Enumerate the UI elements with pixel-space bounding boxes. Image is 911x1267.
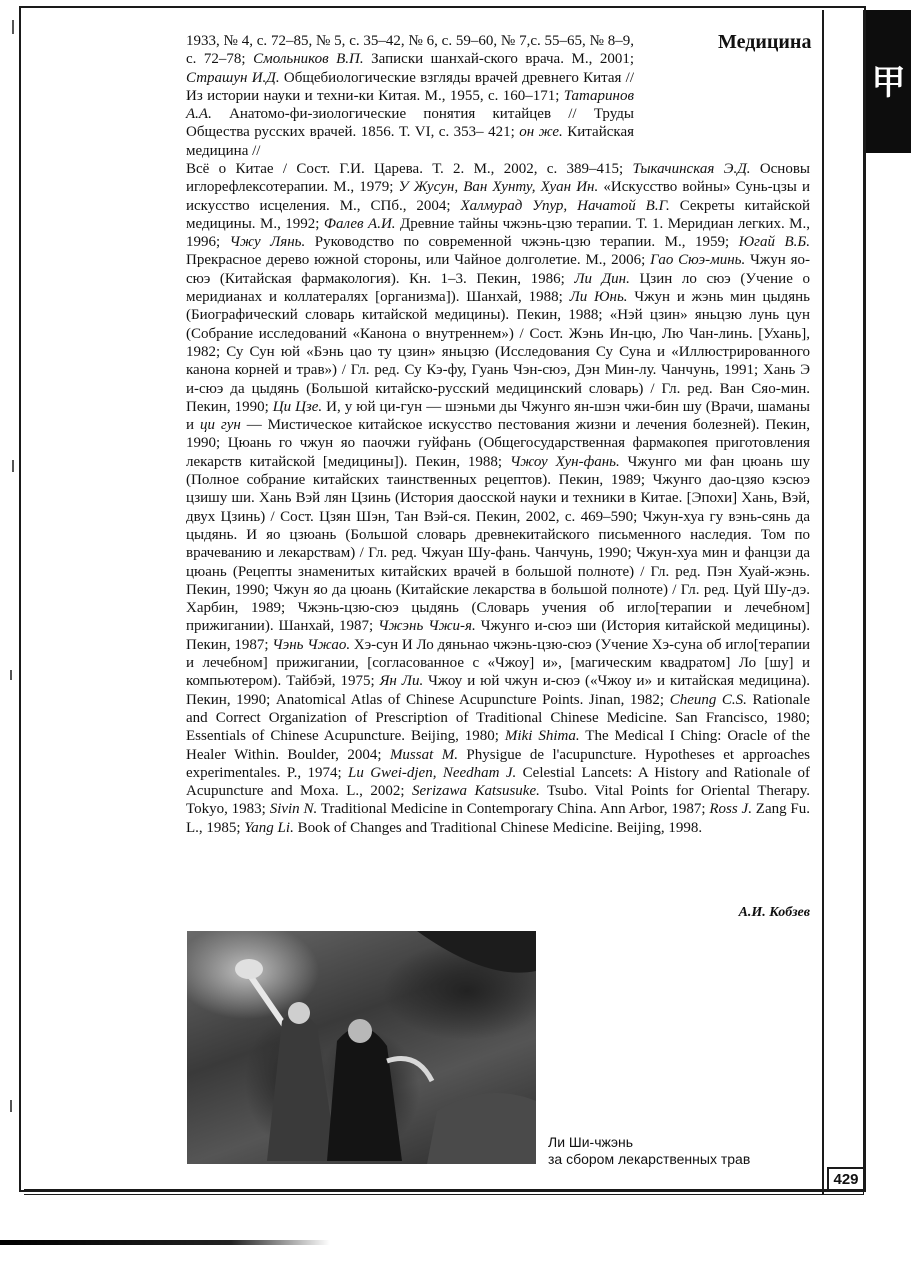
citation-text: Китайская медицина // xyxy=(186,124,634,159)
citation-text: Секреты китайской медицины. М., 1992; xyxy=(186,197,811,232)
cited-author: Ross J. xyxy=(709,801,752,818)
caption-line-1: Ли Ши-чжэнь xyxy=(548,1134,634,1150)
cited-author: Cheung C.S. xyxy=(669,691,747,708)
cited-author: Страшун И.Д. xyxy=(186,69,280,86)
cited-author: ци гун xyxy=(199,417,241,434)
bottom-rule xyxy=(24,1189,866,1192)
cited-author: Sivin N. xyxy=(269,801,318,818)
section-tab-glyph: 甲 xyxy=(871,63,906,103)
section-title: Медицина xyxy=(718,31,812,53)
cited-author: Чжэнь Чжи-я. xyxy=(378,618,476,635)
cited-author: Serizawa Katsusuke. xyxy=(412,783,540,800)
page-number: 429 xyxy=(827,1167,865,1192)
scan-speck xyxy=(12,460,14,472)
cited-author: Mussat M. xyxy=(389,746,458,763)
citation-text: Чжун и жэнь мин цыдянь (Биографический словарь китайской медицины). Пекин, 1988; «Нэй цзин» яньцзю лунь цун (Собрание исследований «Канона о внутреннем») / Сост. Жэнь Ин-цю, Лю Чан-линь. [Ухань], 1982; Су Сун юй «Бэнь цао ту цзин» яньцзю (Исследования Су Суна и «Иллюстрированного канона корней и трав») / Гл. ред. Су Кэ-фу, Гуань Чэн-сюэ, Дэн Мин-лу. Чанчунь, 1991; Хань Э и-сюэ да цыдянь (Большой китайско-русский медицинский словарь) / Гл. ред. Ван Сяо-мин. Пекин, 1990; xyxy=(186,289,810,415)
citation-text: Хэ-сун И Ло дяньнао чжэнь-цзю-сюэ (Учение Хэ-суна об игло[терапии и лечебном] прижигании, [согласованное с «Чжоу] и», [магическим квадратом] Ло [шу] и компьютером). Тайбэй, 1975; xyxy=(186,636,811,690)
citation-text: — Мистическое китайское искусство пестования жизни и лечения болезней). Пекин, 1990; Цюань го чжун яо паочжи гуйфань (Общегосударственная фармакопея приготовления лекарств китайской [медицины]). Пекин, 1988; xyxy=(186,417,811,470)
scan-artifact-line xyxy=(0,1240,330,1245)
cited-author: Ли Юнь. xyxy=(569,289,628,306)
cited-author: Yang Li. xyxy=(244,819,294,836)
citation-text: 1933, № 4, с. 72–85, № 5, с. 35–42, № 6, с. 59–60, № 7, xyxy=(186,33,531,49)
cited-author: Lu Gwei-djen, Needham J. xyxy=(348,764,517,781)
citation-text: Общебиологические взгляды врачей древнего Китая // Из истории науки и техни-ки Китая. М., 1955, с. 160–171; xyxy=(186,69,634,104)
cited-author: Ци Цзе. xyxy=(272,398,323,415)
citation-text: Rationale and Correct Organization of Prescription of Traditional Chinese Medicine. San Francisco, 1980; Essentials of Chinese Acupuncture. Beijing, 1980; xyxy=(186,691,810,745)
cited-author: Ян Ли. xyxy=(379,673,424,690)
citation-text: Цзин ло сюэ (Учение о меридианах и коллатералях [организма]). Шанхай, 1988; xyxy=(186,270,810,306)
cited-author: Фалев А.И. xyxy=(323,215,396,232)
illustration-caption xyxy=(548,1134,750,1168)
citation-text: Прекрасное дерево южной стороны, или Чайное долголетие. М., 2006; xyxy=(186,252,651,269)
citation-text: Древние тайны чжэнь-цзю терапии. Т. 1. Меридиан легких. М., 1996; xyxy=(186,215,810,251)
cited-author: Чжоу Хун-фань. xyxy=(509,453,620,470)
article-author: А.И. Кобзев xyxy=(738,905,810,920)
illustration-photo xyxy=(187,931,536,1164)
citation-text: Записки шанхай-ского врача. М., 2001; xyxy=(363,51,635,68)
citation-text: Чжоу и юй чжун и-сюэ («Чжоу и» и китайская медицина). Пекин, 1990; Anatomical Atlas of Chinese Acupuncture Points. Jinan, 1982; xyxy=(186,673,811,708)
citation-text: Celestial Lancets: A History and Rationale of Acupuncture and Moxa. L., 2002; xyxy=(186,764,811,800)
citation-text: Book of Changes and Traditional Chinese Medicine. Beijing, 1998. xyxy=(293,819,703,836)
cited-author: Татаринов А.А. xyxy=(186,87,634,123)
caption-line-2: за сбором лекарственных трав xyxy=(548,1151,751,1167)
citation-text: «Искусство войны» Сунь-цзы и искусство исцеления. М., СПб., 2004; xyxy=(186,179,811,214)
cited-author: Чжу Лянь. xyxy=(229,234,306,251)
cited-author: Халмурад Упур, Начатой В.Г. xyxy=(460,197,670,214)
citation-text: Всё о Китае / Сост. Г.И. Царева. Т. 2. М., 2002, с. 389–415; xyxy=(186,161,633,177)
cited-author: он же. xyxy=(519,124,563,141)
cited-author: Смольников В.П. xyxy=(253,51,364,68)
citation-text: Tsubo. Vital Points for Oriental Therapy. Tokyo, 1983; xyxy=(186,783,810,818)
scan-speck xyxy=(12,20,14,34)
margin-rule xyxy=(822,10,824,1195)
scan-speck xyxy=(10,1100,12,1112)
citation-text: Physigue de l'acupuncture. Hypotheses et approaches experimentales. P., 1974; xyxy=(186,746,810,781)
cited-author: Югай В.Б. xyxy=(738,234,810,251)
cited-author: Miki Shima. xyxy=(504,728,580,745)
citation-text: Traditional Medicine in Contemporary China. Ann Arbor, 1987; xyxy=(317,801,710,818)
cited-author: Ли Дин. xyxy=(574,270,630,287)
scan-speck xyxy=(10,670,12,680)
bibliography-main xyxy=(186,160,810,837)
citation-text: Основы иглорефлексотерапии. М., 1979; xyxy=(186,161,810,196)
cited-author: Чэнь Чжао. xyxy=(272,636,351,653)
illustration-drawing xyxy=(187,931,536,1164)
cited-author: Тыкачинская Э.Д. xyxy=(632,161,751,177)
citation-text: Чжунго и-сюэ ши (История китайской медицины). Пекин, 1987; xyxy=(186,618,810,653)
citation-text: Чжунго ми фан цюань шу (Полное собрание китайских таинственных рецептов). Пекин, 1989; Чжунго дао-цзяо кэсюэ цзишу ши. Хань Вэй лян Цзинь (История даосской науки и техники в Китае. [Эпохи] Хань, Вэй, двух Цзинь) / Сост. Цзян Шэн, Тан Вэй-ся. Пекин, 2002, с. 469–590; Чжун-хуа гу вэнь-сянь да цыдянь. И яо цзюань (Большой словарь древнекитайского письменного наследия. Том по врачеванию и лекарствам) / Гл. ред. Чжуан Шу-фань. Чанчунь, 1990; Чжун-хуа мин и фанцзи да цюань (Рецепты знаменитых китайских врачей в большой полноте) / Гл. ред. Пэн Хуай-жэнь. Пекин, 1990; Чжун яо да цюань (Китайские лекарства в большой полноте) / Гл. ред. Цуй Шу-дэ. Харбин, 1989; Чжэнь-цзю-сюэ цыдянь (Словарь учения об игло[терапии и лечебном] прижигании). Шанхай, 1987; xyxy=(186,453,810,635)
cited-author: Гао Сюэ-минь. xyxy=(650,252,746,269)
citation-text: Zang Fu. L., 1985; xyxy=(186,801,811,836)
citation-text: И, у юй ци-гун — шэньми ды Чжунго ян-шэн чжи-бин шу (Врачи, шаманы и xyxy=(186,398,810,434)
citation-text: Чжун яо-сюэ (Китайская фармакология). Кн. 1–3. Пекин, 1986; xyxy=(186,252,810,287)
citation-text: The Medical I Ching: Oracle of the Healer Within. Boulder, 2004; xyxy=(186,728,810,763)
cited-author: У Жусун, Ван Хунту, Хуан Ин. xyxy=(398,179,599,196)
citation-text: с. 55–65, № 8–9, с. 72–78; xyxy=(186,33,634,68)
bibliography-top xyxy=(186,32,634,160)
citation-text: Руководство по современной чжэнь-цзю терапии. М., 1959; xyxy=(305,234,739,251)
citation-text: Анатомо-фи-зиологические понятия китайцев // Труды Общества русских врачей. 1856. Т. VI, с. 353– 421; xyxy=(186,106,634,141)
